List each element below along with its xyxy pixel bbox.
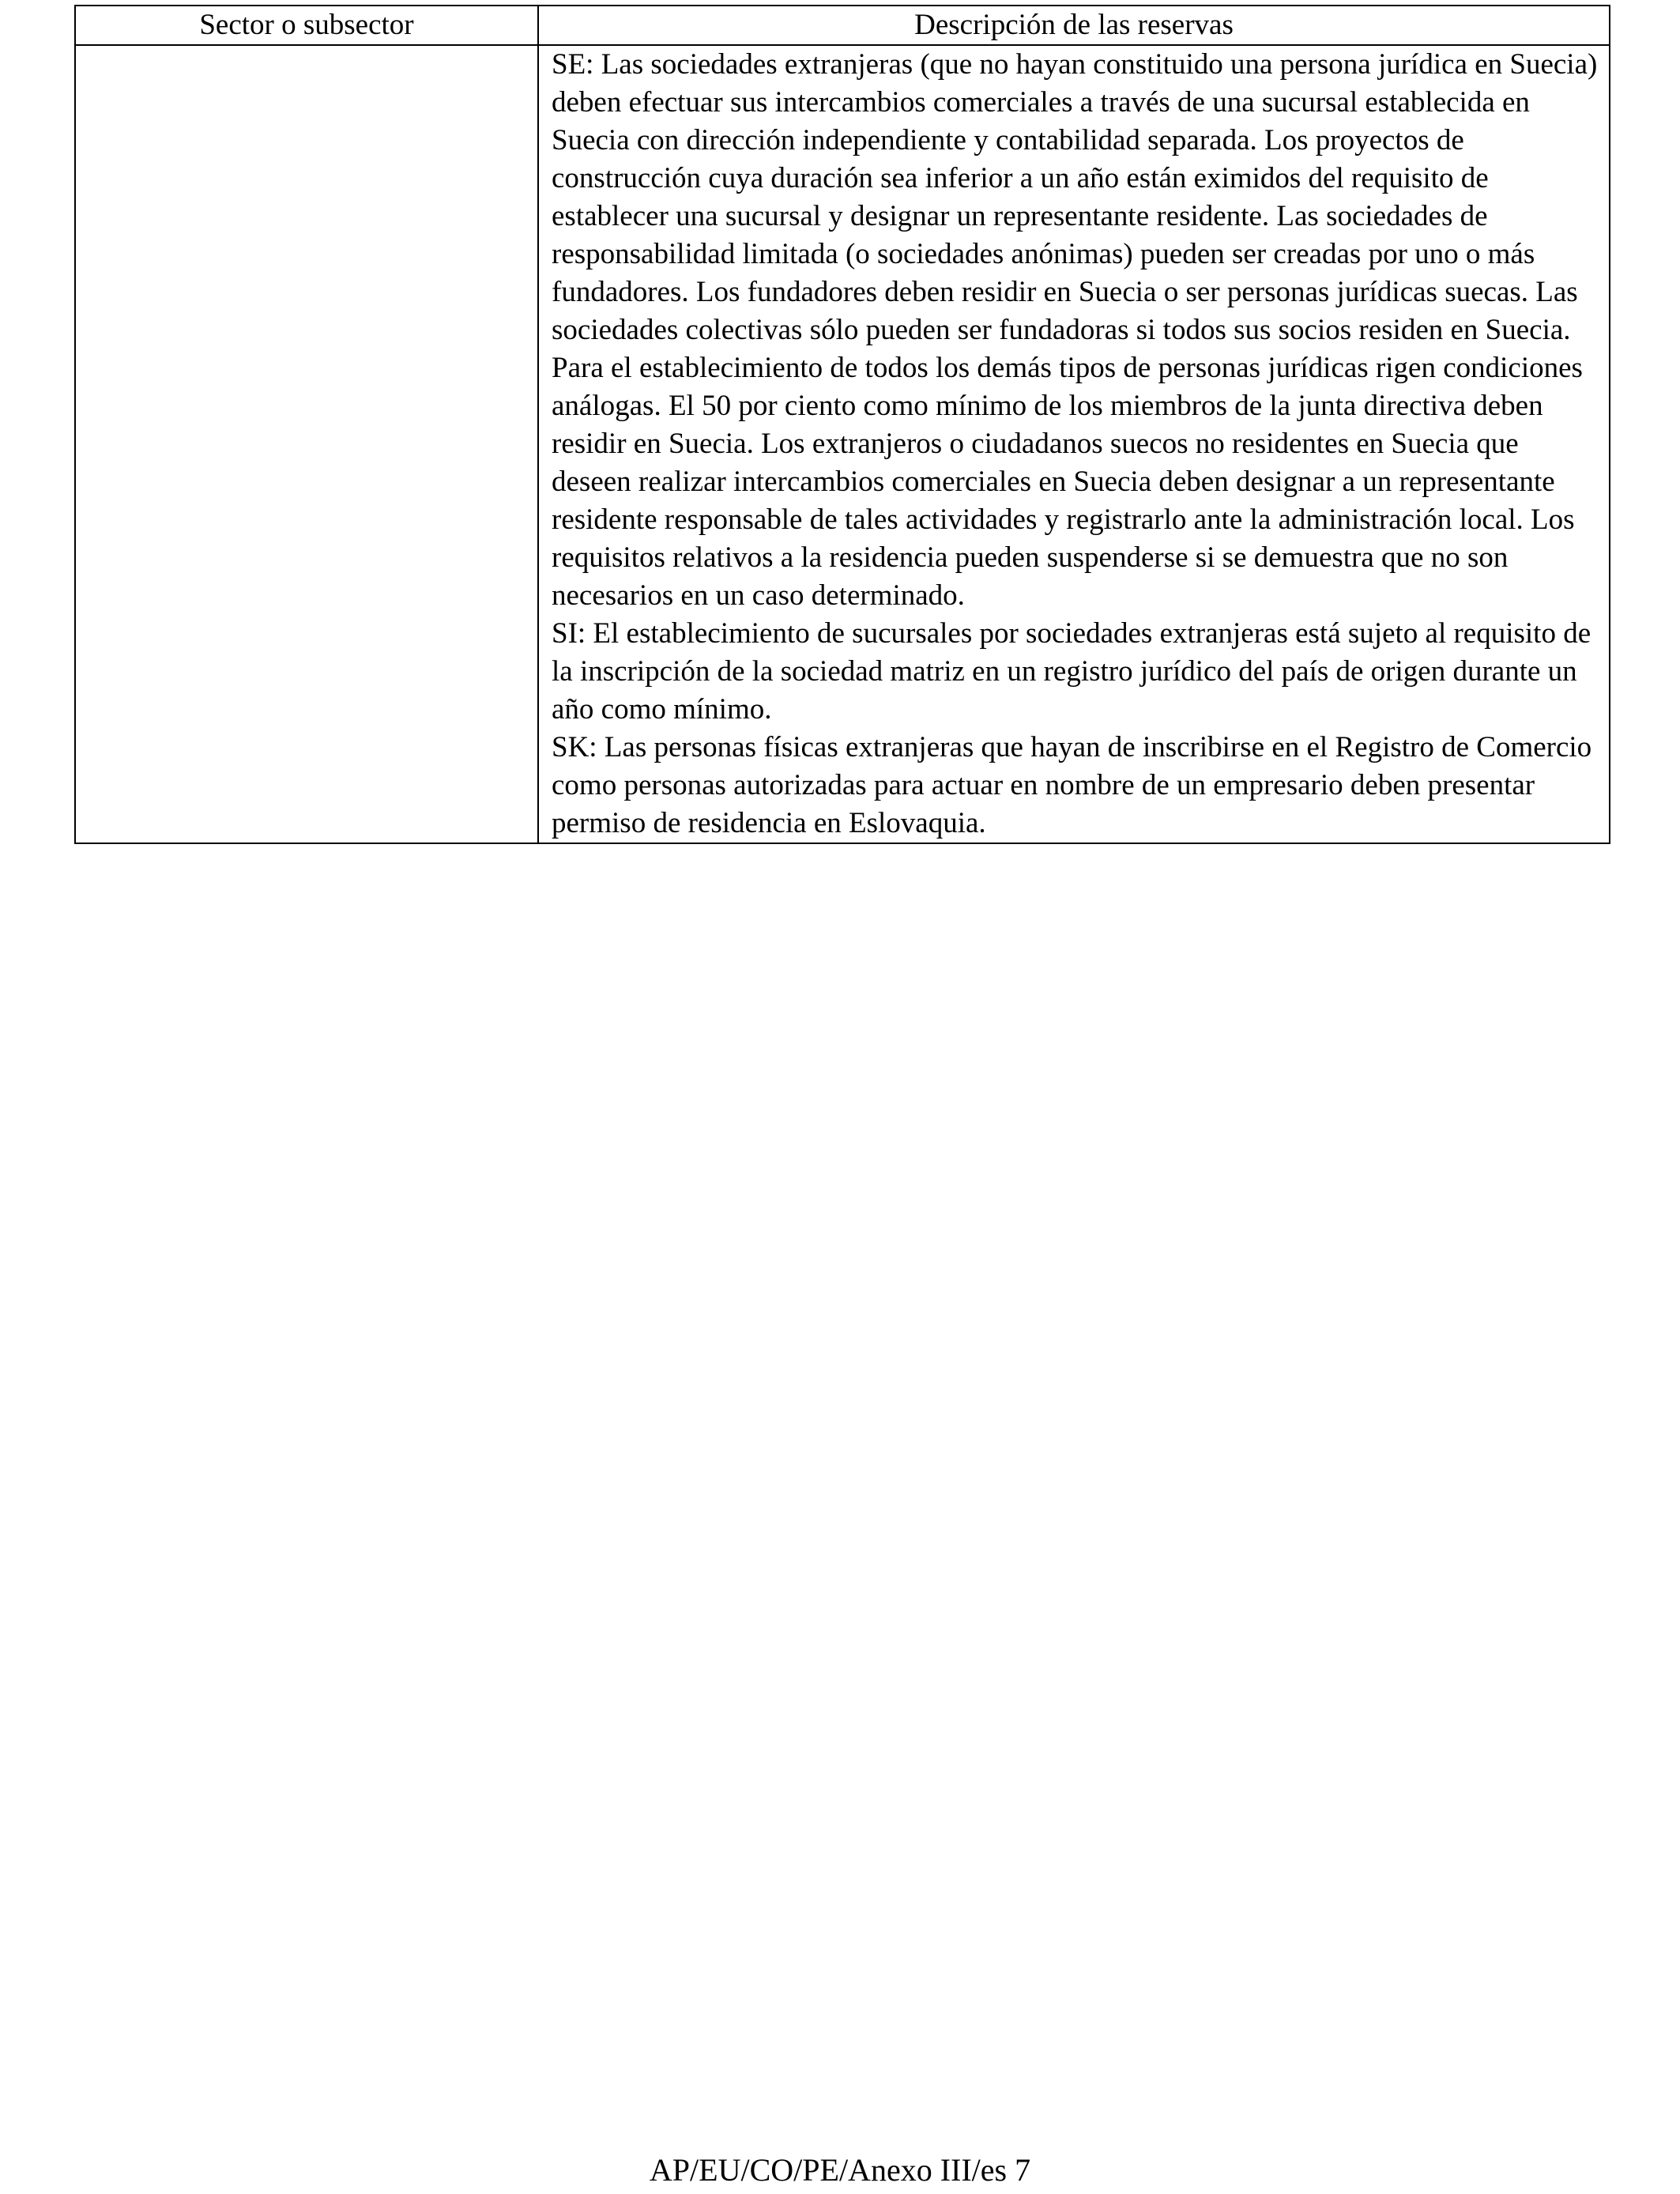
reservation-paragraph-se: SE: Las sociedades extranjeras (que no hayan constituido una persona jurídica en Suecia) deben efectuar sus intercambios comerciales a través de una sucursal establecida en Suecia con dirección independiente y contabilidad separada. Los proyectos de construcción cuya duración sea inferior a un año están eximidos del requisito de establecer una sucursal y designar un representante residente. Las sociedades de responsabilidad limitada (o sociedades anónimas) pueden ser creadas por uno o más fundadores. Los fundadores deben residir en Suecia o ser personas jurídicas suecas. Las sociedades colectivas sólo pueden ser fundadoras si todos sus socios residen en Suecia. Para el establecimiento de todos los demás tipos de personas jurídicas rigen condiciones análogas. El 50 por ciento como mínimo de los miembros de la junta directiva deben residir en Suecia. Los extranjeros o ciudadanos suecos no residentes en Suecia que deseen realizar intercambios comerciales en Suecia deben designar a un representante residente responsable de tales actividades y registrarlo ante la administración local. Los requisitos relativos a la residencia pueden suspenderse si se demuestra que no son necesarios en un caso determinado. (552, 48, 1598, 612)
description-cell (538, 45, 1610, 843)
column-header-description: Descripción de las reservas (538, 6, 1610, 45)
reservations-table (74, 5, 1610, 844)
reservation-paragraph-si: SI: El establecimiento de sucursales por sociedades extranjeras está sujeto al requisito de la inscripción de la sociedad matriz en un registro jurídico del país de origen durante un año como mínimo. (552, 617, 1591, 726)
column-header-sector: Sector o subsector (75, 6, 538, 45)
table-header-row (75, 6, 1610, 45)
reservation-paragraph-sk: SK: Las personas físicas extranjeras que hayan de inscribirse en el Registro de Comercio como personas autorizadas para actuar en nombre de un empresario deben presentar permiso de residencia en Eslovaquia. (552, 731, 1592, 839)
table-row (75, 45, 1610, 843)
sector-cell (75, 45, 538, 843)
page-footer-reference: AP/EU/CO/PE/Anexo III/es 7 (649, 2152, 1031, 2188)
